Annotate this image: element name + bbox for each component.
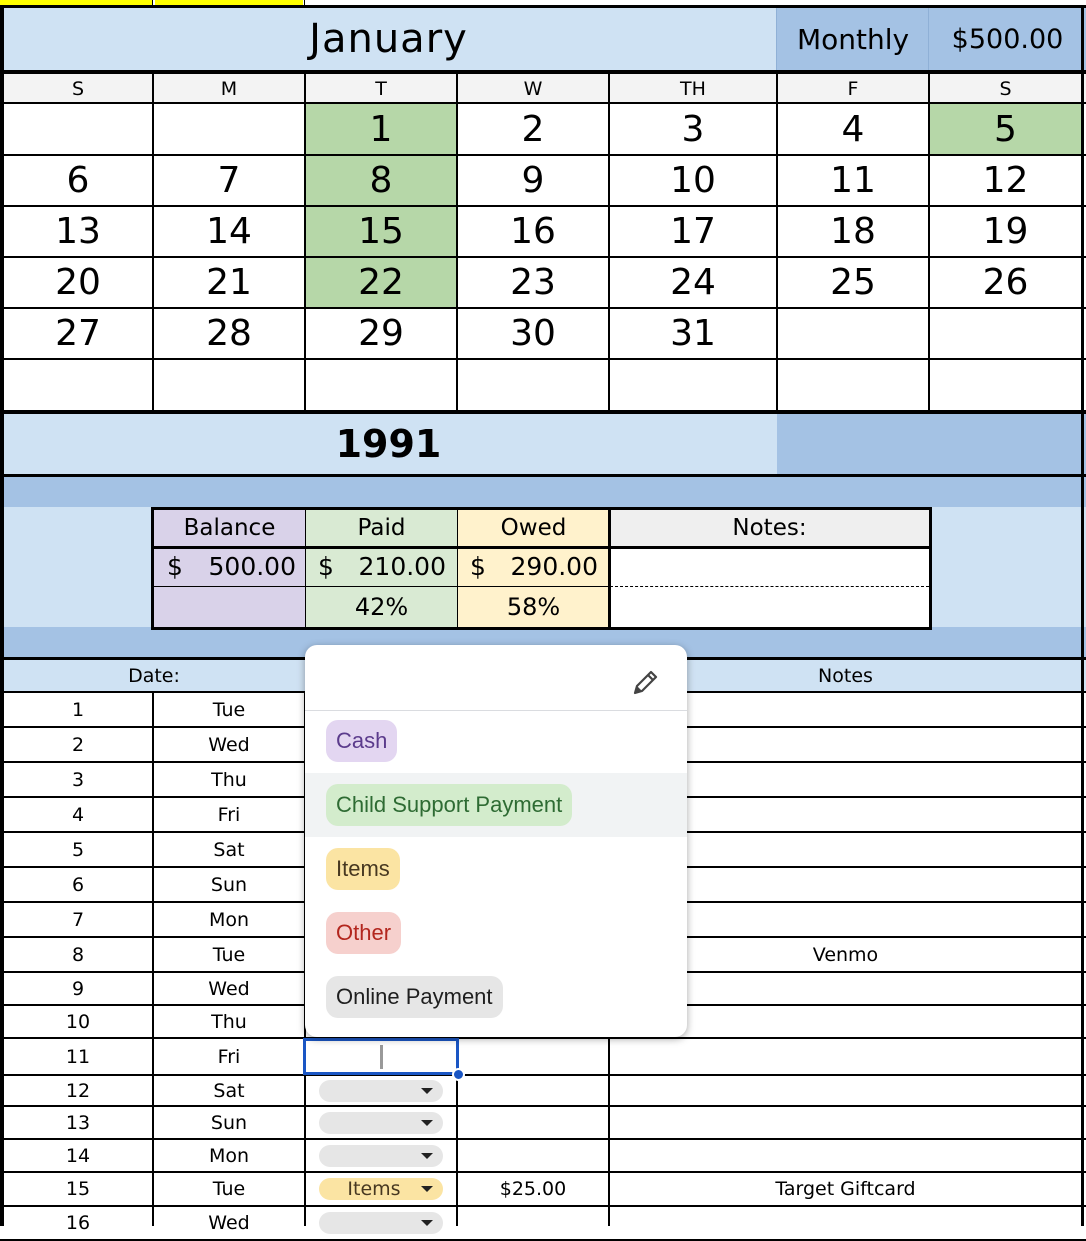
calendar-day-cell[interactable]: 18 xyxy=(830,211,876,252)
ledger-weekday[interactable]: Tue xyxy=(212,943,246,966)
dropdown-menu xyxy=(305,645,687,1037)
ledger-day[interactable]: 3 xyxy=(71,768,85,791)
grid-line xyxy=(776,8,777,70)
summary-dotted-line xyxy=(610,586,929,587)
calendar-day-cell[interactable]: 12 xyxy=(982,160,1029,201)
balance-header[interactable]: Balance xyxy=(154,510,305,546)
calendar-day-cell[interactable]: 15 xyxy=(305,206,457,257)
owed-header[interactable]: Owed xyxy=(458,510,609,546)
owed-currency: $ xyxy=(470,552,486,581)
fill-handle[interactable] xyxy=(452,1068,465,1081)
ledger-weekday[interactable]: Fri xyxy=(217,803,241,826)
ledger-day[interactable]: 14 xyxy=(65,1144,91,1167)
ledger-day[interactable]: 15 xyxy=(65,1178,91,1200)
ledger-day[interactable]: 6 xyxy=(71,873,85,896)
ledger-amount[interactable]: $25.00 xyxy=(499,1178,567,1200)
pencil-icon[interactable] xyxy=(629,667,661,699)
grid-line xyxy=(928,8,929,70)
option-chip: Cash xyxy=(326,720,397,762)
border-line xyxy=(152,0,153,8)
ledger-notes[interactable] xyxy=(609,1206,1082,1240)
paid-header[interactable]: Paid xyxy=(306,510,457,546)
type-dropdown-chip[interactable] xyxy=(319,1178,443,1200)
calendar-day-cell[interactable]: 29 xyxy=(358,313,404,354)
ledger-amount[interactable] xyxy=(457,1139,609,1172)
ledger-amount[interactable] xyxy=(457,1206,609,1240)
paid-value: 210.00 xyxy=(358,552,446,581)
grid-line xyxy=(152,74,154,410)
weekday-header[interactable]: W xyxy=(523,77,543,100)
ledger-weekday[interactable]: Wed xyxy=(208,977,250,1000)
dropdown-option[interactable] xyxy=(305,901,687,965)
weekday-header[interactable]: T xyxy=(375,77,387,100)
calendar-day-cell[interactable]: 4 xyxy=(841,108,865,150)
summary-line xyxy=(154,586,610,587)
calendar-day-cell[interactable]: 23 xyxy=(510,262,556,303)
option-chip: Online Payment xyxy=(326,976,503,1018)
ledger-day[interactable]: 8 xyxy=(71,943,85,966)
ledger-day[interactable]: 16 xyxy=(65,1212,91,1234)
calendar-day-cell[interactable]: 16 xyxy=(510,211,556,252)
calendar-day-cell[interactable]: 9 xyxy=(521,160,545,201)
calendar-day-cell[interactable]: 14 xyxy=(206,211,252,252)
ledger-day[interactable]: 11 xyxy=(65,1045,91,1068)
weekday-header[interactable]: S xyxy=(999,77,1012,100)
chevron-down-icon xyxy=(421,1153,433,1159)
ledger-weekday[interactable]: Sat xyxy=(213,838,245,861)
ledger-day[interactable]: 5 xyxy=(71,838,85,861)
ledger-notes[interactable]: Venmo xyxy=(812,943,879,966)
calendar-day-cell[interactable] xyxy=(609,359,777,410)
year-side-cell-2[interactable] xyxy=(929,414,1086,474)
notes-header[interactable]: Notes: xyxy=(610,510,929,546)
calendar-day-cell[interactable]: 11 xyxy=(830,160,876,201)
grid-line xyxy=(0,102,1086,104)
calendar-day-cell[interactable]: 7 xyxy=(217,160,241,201)
calendar-day-cell[interactable] xyxy=(3,103,153,155)
calendar-day-cell[interactable]: 3 xyxy=(681,108,705,150)
ledger-weekday[interactable]: Wed xyxy=(208,1212,250,1234)
date-header[interactable]: Date: xyxy=(128,665,180,687)
grid-line xyxy=(0,154,1086,156)
weekday-header[interactable]: M xyxy=(220,77,238,100)
calendar-day-cell[interactable]: 13 xyxy=(55,211,101,252)
ledger-weekday[interactable]: Tue xyxy=(212,698,246,721)
type-dropdown-chip[interactable] xyxy=(319,1080,443,1102)
ledger-notes[interactable] xyxy=(609,1075,1082,1106)
calendar-day-cell[interactable] xyxy=(153,359,305,410)
calendar-day-cell[interactable] xyxy=(929,359,1082,410)
grid-line xyxy=(152,692,154,1226)
ledger-type-cell[interactable] xyxy=(305,1172,457,1206)
weekday-header[interactable]: F xyxy=(847,77,859,100)
ledger-weekday[interactable]: Mon xyxy=(208,1144,250,1167)
option-chip: Other xyxy=(326,912,401,954)
grid-line xyxy=(0,307,1086,309)
ledger-weekday[interactable]: Thu xyxy=(211,1010,247,1033)
ledger-notes[interactable] xyxy=(609,1038,1082,1075)
calendar-day-cell[interactable]: 6 xyxy=(66,160,90,201)
ledger-weekday[interactable]: Wed xyxy=(208,733,250,756)
ledger-day[interactable]: 2 xyxy=(71,733,85,756)
type-dropdown-chip[interactable] xyxy=(319,1145,443,1167)
calendar-day-cell[interactable] xyxy=(929,308,1082,359)
grid-line xyxy=(928,74,930,410)
ledger-day[interactable]: 4 xyxy=(71,803,85,826)
ledger-day[interactable]: 1 xyxy=(71,698,85,721)
ledger-day[interactable]: 13 xyxy=(65,1111,91,1134)
calendar-day-cell[interactable] xyxy=(457,359,609,410)
ledger-amount[interactable] xyxy=(457,1038,609,1075)
ledger-type-cell[interactable] xyxy=(305,1075,457,1106)
calendar-day-cell[interactable]: 26 xyxy=(982,262,1029,303)
summary-line xyxy=(305,510,306,627)
ledger-amount[interactable] xyxy=(457,1075,609,1106)
dropdown-option[interactable] xyxy=(305,837,687,901)
calendar-day-cell[interactable]: 17 xyxy=(670,211,716,252)
text-cursor xyxy=(380,1045,383,1069)
calendar-day-cell[interactable]: 24 xyxy=(670,262,716,303)
calendar-day-cell[interactable]: 22 xyxy=(305,257,457,308)
month-title: January xyxy=(309,16,468,62)
type-dropdown-chip[interactable] xyxy=(319,1212,443,1234)
calendar-day-cell[interactable] xyxy=(777,308,929,359)
balance-pct-cell[interactable] xyxy=(154,587,305,627)
ledger-weekday[interactable]: Sun xyxy=(210,873,248,896)
notes-cell-2[interactable] xyxy=(610,587,929,627)
ledger-weekday[interactable]: Sun xyxy=(210,1111,248,1134)
ledger-day[interactable]: 7 xyxy=(71,908,85,931)
summary-line xyxy=(608,510,611,627)
ledger-notes[interactable]: Target Giftcard xyxy=(775,1178,916,1200)
ledger-day[interactable]: 10 xyxy=(65,1010,91,1033)
calendar-day-cell[interactable] xyxy=(305,359,457,410)
calendar-day-cell[interactable] xyxy=(153,103,305,155)
border-line xyxy=(0,70,1086,74)
border-line xyxy=(0,410,1086,414)
year-title: 1991 xyxy=(335,422,442,466)
dropdown-option[interactable] xyxy=(305,709,687,773)
calendar-day-cell[interactable]: 31 xyxy=(670,313,716,354)
summary-line xyxy=(154,546,929,549)
calendar-day-cell[interactable]: 10 xyxy=(670,160,716,201)
option-chip: Child Support Payment xyxy=(326,784,572,826)
grid-line xyxy=(608,74,610,410)
grid-line xyxy=(304,74,306,410)
type-dropdown-chip[interactable] xyxy=(319,1112,443,1134)
option-chip: Items xyxy=(326,848,400,890)
calendar-day-cell[interactable]: 27 xyxy=(55,313,101,354)
calendar-day-cell[interactable]: 19 xyxy=(982,211,1029,252)
calendar-day-cell[interactable]: 25 xyxy=(830,262,876,303)
border-line xyxy=(304,0,305,8)
type-chip-label: Items xyxy=(347,1178,401,1200)
ledger-weekday[interactable]: Mon xyxy=(208,908,250,931)
grid-line xyxy=(0,205,1086,207)
ledger-type-cell[interactable] xyxy=(305,1106,457,1139)
grid-line xyxy=(0,256,1086,258)
ledger-notes-header[interactable]: Notes xyxy=(818,665,873,687)
balance-value: 500.00 xyxy=(208,552,296,581)
calendar-day-cell[interactable]: 5 xyxy=(929,103,1082,155)
border-line xyxy=(0,474,1086,477)
calendar-day-cell[interactable]: 20 xyxy=(55,262,101,303)
calendar-day-cell[interactable]: 28 xyxy=(206,313,252,354)
grid-line xyxy=(456,74,458,410)
ledger-weekday[interactable]: Thu xyxy=(211,768,247,791)
ledger-day[interactable]: 9 xyxy=(71,977,85,1000)
paid-pct[interactable]: 42% xyxy=(306,587,457,627)
notes-cell-1[interactable] xyxy=(610,549,929,586)
ledger-notes[interactable] xyxy=(609,1139,1082,1172)
paid-currency: $ xyxy=(318,552,334,581)
monthly-amount: $500.00 xyxy=(951,23,1064,55)
border-line xyxy=(1081,5,1084,1226)
ledger-amount[interactable] xyxy=(457,1106,609,1139)
grid-line xyxy=(0,358,1086,360)
ledger-weekday[interactable]: Tue xyxy=(212,1178,246,1200)
border-line xyxy=(0,5,4,1226)
calendar-day-cell[interactable]: 21 xyxy=(206,262,252,303)
calendar-day-cell[interactable] xyxy=(3,359,153,410)
year-side-cell-1[interactable] xyxy=(777,414,929,474)
ledger-day[interactable]: 12 xyxy=(65,1079,91,1102)
calendar-day-cell[interactable] xyxy=(777,359,929,410)
chevron-down-icon xyxy=(421,1186,433,1192)
weekday-header[interactable]: TH xyxy=(680,77,706,100)
chevron-down-icon xyxy=(421,1220,433,1226)
calendar-day-cell[interactable]: 2 xyxy=(521,108,545,150)
ledger-weekday[interactable]: Sat xyxy=(213,1079,245,1102)
ledger-notes[interactable] xyxy=(609,1106,1082,1139)
owed-value: 290.00 xyxy=(510,552,598,581)
monthly-label: Monthly xyxy=(796,22,910,56)
weekday-header[interactable]: S xyxy=(71,77,85,100)
calendar-day-cell[interactable]: 1 xyxy=(305,103,457,155)
chevron-down-icon xyxy=(421,1088,433,1094)
ledger-type-cell[interactable] xyxy=(305,1139,457,1172)
dropdown-option[interactable] xyxy=(305,773,687,837)
dropdown-option[interactable] xyxy=(305,965,687,1029)
summary-line xyxy=(457,510,458,627)
calendar-day-cell[interactable]: 8 xyxy=(305,155,457,206)
grid-line xyxy=(776,74,778,410)
owed-pct[interactable]: 58% xyxy=(458,587,609,627)
chevron-down-icon xyxy=(421,1120,433,1126)
ledger-weekday[interactable]: Fri xyxy=(217,1045,241,1068)
balance-currency: $ xyxy=(167,552,183,581)
summary-band-top xyxy=(0,477,1086,507)
calendar-day-cell[interactable]: 30 xyxy=(510,313,556,354)
border-line xyxy=(0,5,1086,8)
ledger-type-cell[interactable] xyxy=(305,1206,457,1240)
